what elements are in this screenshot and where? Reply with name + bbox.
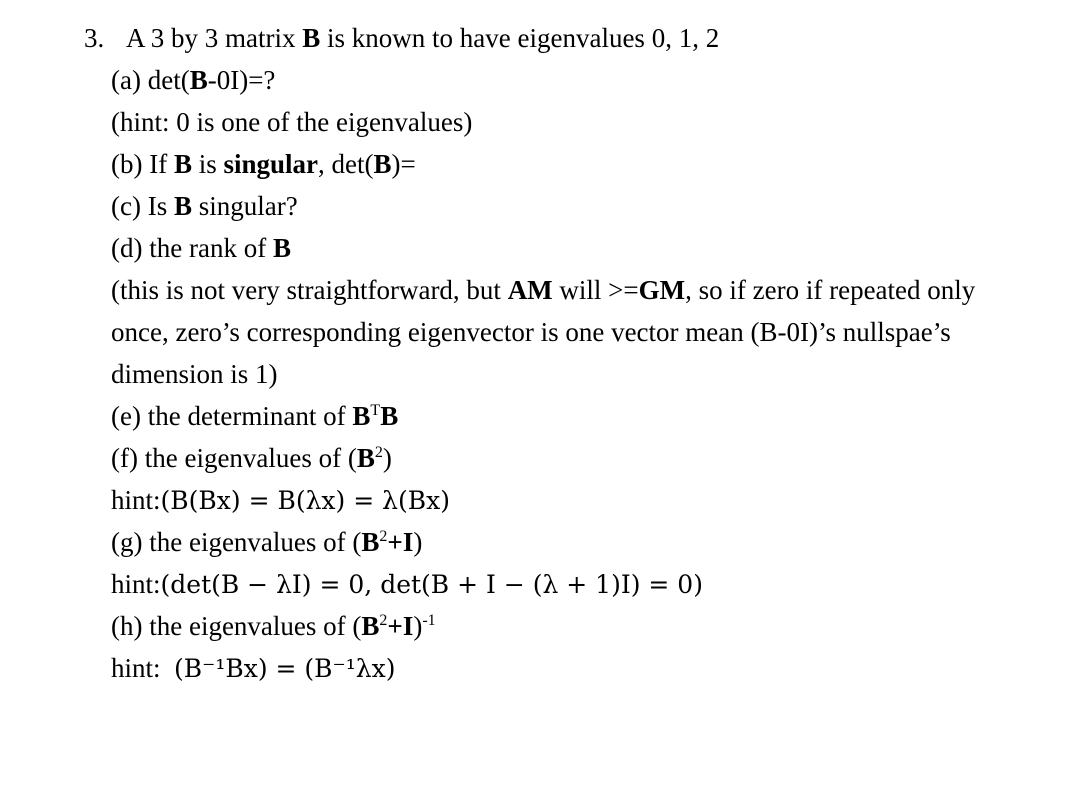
hint-equation: (det(B − λI) = 0, det(B + I − (λ + 1)I) = 0) — [160, 570, 703, 599]
hint-equation: (B⁻¹Bx) = (B⁻¹λx) — [174, 654, 396, 683]
part-c: (c) Is B singular? — [111, 191, 298, 221]
question-text: A 3 by 3 matrix — [126, 23, 303, 53]
part-h: (h) the eigenvalues of $(B^2+I)^{-1}$ — [111, 611, 436, 641]
part-g-hint: hint:(det(B − λI) = 0, det(B + I − (λ + 1)I) = 0) — [111, 569, 703, 599]
part-d-note-line-3: dimension is 1) — [111, 359, 278, 389]
matrix-symbol: B — [302, 23, 321, 53]
part-h-hint: hint: (B⁻¹Bx) = (B⁻¹λx) — [111, 653, 396, 683]
question-text: is known to have eigenvalues 0, 1, 2 — [320, 23, 720, 53]
hint-equation: (B(Bx) = B(λx) = λ(Bx) — [160, 486, 450, 515]
part-f-hint: hint:(B(Bx) = B(λx) = λ(Bx) — [111, 485, 450, 515]
question-3 — [84, 22, 719, 54]
part-d-note-line-2: once, zero’s corresponding eigenvector is one vector mean (B-0I)’s nullspae’s — [111, 317, 951, 347]
part-e: (e) the determinant of $B^TB$ — [111, 401, 399, 431]
part-g: (g) the eigenvalues of $(B^2+I)$ — [111, 527, 423, 557]
part-a-hint: (hint: 0 is one of the eigenvalues) — [111, 107, 473, 137]
part-b: (b) If B is singular, det(B)= — [111, 149, 416, 179]
part-f: (f) the eigenvalues of $(B^2)$ — [111, 443, 392, 473]
part-d: (d) the rank of B — [111, 233, 291, 263]
part-d-note-line-1: (this is not very straightforward, but AM will >=GM, so if zero if repeated only — [111, 275, 976, 305]
part-a: (a) det(B-0I)=? — [111, 65, 276, 95]
question-number: 3. — [84, 23, 105, 53]
